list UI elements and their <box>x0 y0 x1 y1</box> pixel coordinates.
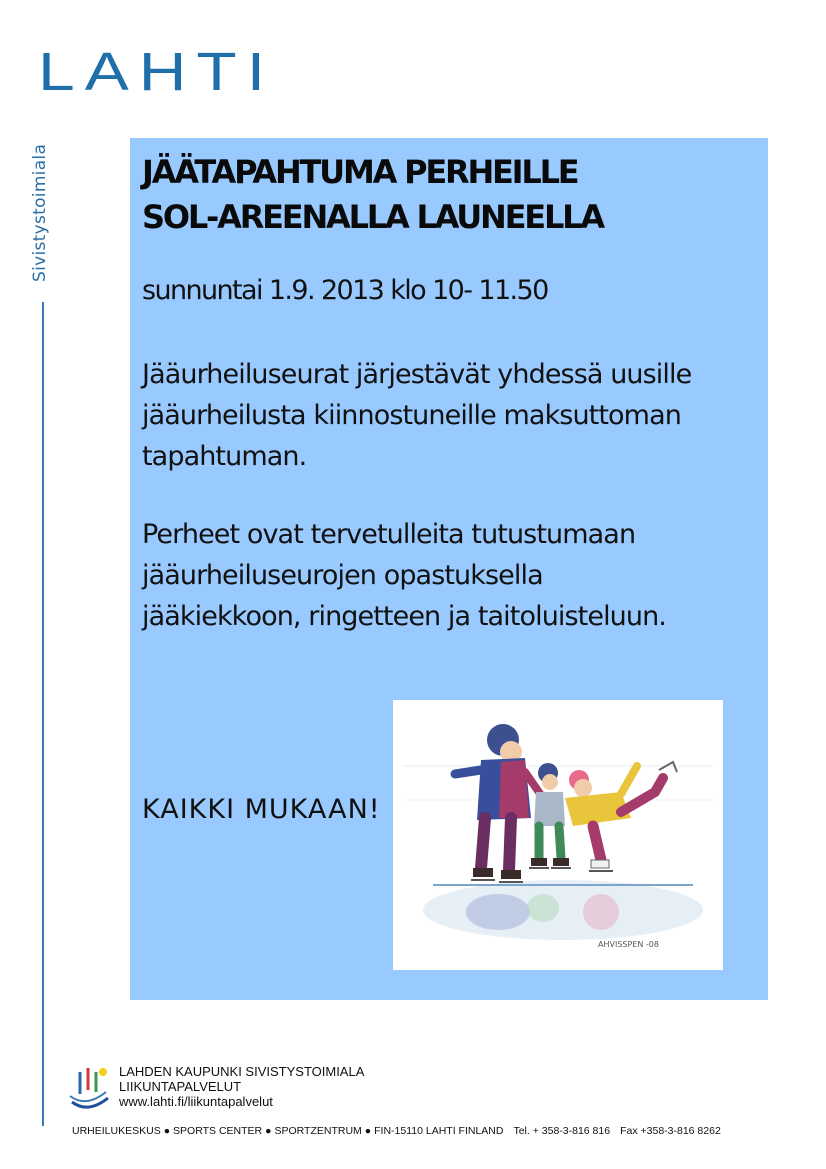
event-invitation <box>142 514 762 637</box>
lahti-logo: LAHTI <box>38 40 276 102</box>
fax-number: Fax +358-3-816 8262 <box>620 1125 721 1137</box>
title-line: SOL-AREENALLA LAUNEELLA <box>142 198 603 236</box>
artist-signature: AHVISSPEN -08 <box>598 940 659 949</box>
org-name: LAHDEN KAUPUNKI SIVISTYSTOIMIALA <box>119 1064 365 1079</box>
bullet-icon: ● <box>265 1125 272 1137</box>
department-label: Sivistystoimiala <box>30 143 50 282</box>
bullet-icon: ● <box>163 1125 171 1137</box>
event-description <box>142 354 762 477</box>
address-part: SPORTS CENTER <box>173 1125 263 1137</box>
event-title <box>142 150 603 240</box>
org-unit: LIIKUNTAPALVELUT <box>119 1079 242 1094</box>
event-date: sunnuntai 1.9. 2013 klo 10- 11.50 <box>142 275 548 306</box>
address-part: FIN-15110 LAHTI FINLAND <box>374 1125 504 1137</box>
footer-address <box>72 1125 721 1137</box>
address-part: SPORTZENTRUM <box>274 1125 362 1137</box>
website-link[interactable]: www.lahti.fi/liikuntapalvelut <box>119 1094 273 1109</box>
invitation-line: jääkiekkoon, ringetteen ja taitoluisteluun. <box>142 601 666 632</box>
city-emblem-icon <box>66 1062 112 1114</box>
footer-organization <box>119 1064 364 1109</box>
title-line: JÄÄTAPAHTUMA PERHEILLE <box>142 153 578 191</box>
invitation-line: Perheet ovat tervetulleita tutustumaan <box>142 519 636 550</box>
skaters-drawing <box>393 700 723 970</box>
address-part: URHEILUKESKUS <box>72 1125 161 1137</box>
event-panel <box>130 138 768 1000</box>
phone-number: Tel. + 358-3-816 816 <box>513 1125 611 1137</box>
description-line: Jääurheiluseurat järjestävät yhdessä uusille <box>142 359 692 390</box>
invitation-line: jääurheiluseurojen opastuksella <box>142 560 543 591</box>
description-line: tapahtuman. <box>142 441 307 472</box>
call-to-action: KAIKKI MUKAAN! <box>142 794 381 825</box>
side-divider <box>42 302 44 1126</box>
bullet-icon: ● <box>364 1125 372 1137</box>
skaters-illustration <box>393 700 723 970</box>
description-line: jääurheilusta kiinnostuneille maksuttoman <box>142 400 681 431</box>
